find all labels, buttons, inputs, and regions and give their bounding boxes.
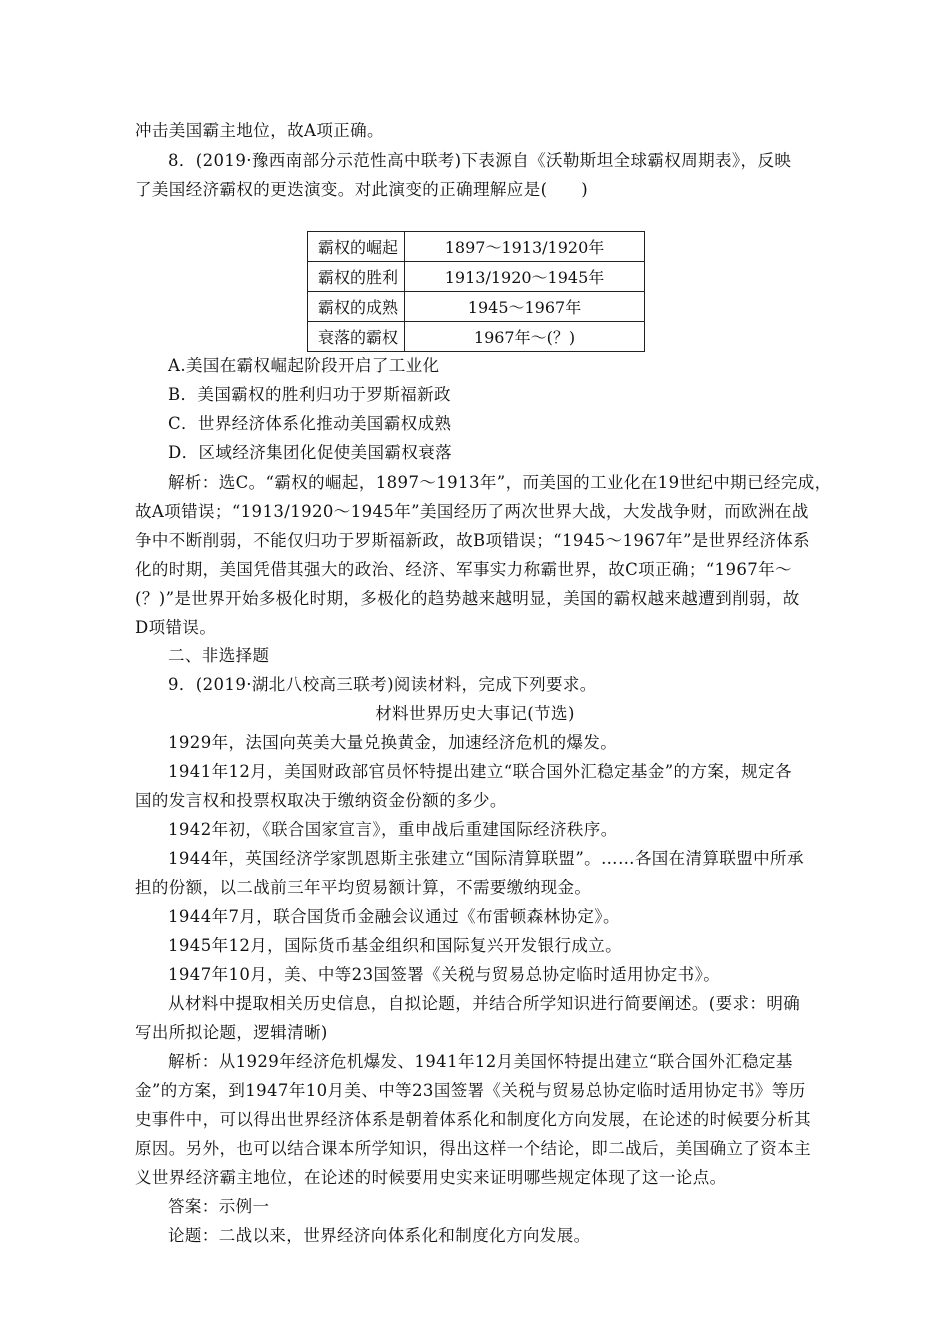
text-line: 解析：选C。“霸权的崛起，1897～1913年”，而美国的工业化在19世纪中期已经完成， bbox=[168, 473, 832, 492]
period-cell: 1945～1967年 bbox=[405, 292, 645, 322]
text-line: 1945年12月，国际货币基金组织和国际复兴开发银行成立。 bbox=[168, 936, 623, 955]
text-line: 1944年，英国经济学家凯恩斯主张建立“国际清算联盟”。……各国在清算联盟中所承 bbox=[168, 849, 804, 868]
table-row bbox=[308, 232, 645, 262]
text-line: 史事件中，可以得出世界经济体系是朝着体系化和制度化方向发展，在论述的时候要分析其 bbox=[135, 1110, 811, 1129]
text-line: 国的发言权和投票权取决于缴纳资金份额的多少。 bbox=[135, 791, 507, 810]
text-line: A.美国在霸权崛起阶段开启了工业化 bbox=[168, 356, 440, 375]
text-line: 写出所拟论题，逻辑清晰) bbox=[135, 1023, 328, 1042]
text-line: 1944年7月，联合国货币金融会议通过《布雷顿森林协定》。 bbox=[168, 907, 620, 926]
text-line: 1947年10月，美、中等23国签署《关税与贸易总协定临时适用协定书》。 bbox=[168, 965, 721, 984]
text-line: B．美国霸权的胜利归功于罗斯福新政 bbox=[168, 385, 451, 404]
text-line: (？)”是世界开始多极化时期，多极化的趋势越来越明显，美国的霸权越来越遭到削弱，故 bbox=[135, 589, 800, 608]
text-line: D项错误。 bbox=[135, 618, 217, 637]
text-line: 故A项错误；“1913/1920～1945年”美国经历了两次世界大战，大发战争财，而欧洲在战 bbox=[135, 502, 809, 521]
period-cell: 1897～1913/1920年 bbox=[405, 232, 645, 262]
text-line: 化的时期，美国凭借其强大的政治、经济、军事实力称霸世界，故C项正确；“1967年～ bbox=[135, 560, 792, 579]
text-line: 1942年初，《联合国家宣言》，重申战后重建国际经济秩序。 bbox=[168, 820, 618, 839]
phase-label-cell: 霸权的崛起 bbox=[308, 232, 405, 262]
text-line: 8．(2019·豫西南部分示范性高中联考)下表源自《沃勒斯坦全球霸权周期表》，反映 bbox=[168, 151, 792, 170]
text-line: 金”的方案，到1947年10月美、中等23国签署《关税与贸易总协定临时适用协定书》等历 bbox=[135, 1081, 806, 1100]
text-line: 材料世界历史大事记(节选) bbox=[375, 704, 575, 723]
text-line: 1929年，法国向英美大量兑换黄金，加速经济危机的爆发。 bbox=[168, 733, 618, 752]
text-line: C．世界经济体系化推动美国霸权成熟 bbox=[168, 414, 452, 433]
period-cell: 1967年～(？) bbox=[405, 322, 645, 352]
table-row bbox=[308, 322, 645, 352]
phase-label-cell: 霸权的胜利 bbox=[308, 262, 405, 292]
text-line: 二、非选择题 bbox=[168, 646, 270, 665]
table-row bbox=[308, 292, 645, 322]
period-cell: 1913/1920～1945年 bbox=[405, 262, 645, 292]
phase-label-cell: 霸权的成熟 bbox=[308, 292, 405, 322]
phase-label-cell: 衰落的霸权 bbox=[308, 322, 405, 352]
hegemony-cycle-table bbox=[307, 231, 645, 352]
text-line: 从材料中提取相关历史信息，自拟论题，并结合所学知识进行简要阐述。(要求：明确 bbox=[168, 994, 801, 1013]
text-line: 答案：示例一 bbox=[168, 1197, 270, 1216]
text-line: 义世界经济霸主地位，在论述的时候要用史实来证明哪些规定体现了这一论点。 bbox=[135, 1168, 727, 1187]
text-line: 冲击美国霸主地位，故A项正确。 bbox=[135, 121, 384, 140]
table-row bbox=[308, 262, 645, 292]
text-line: 原因。另外，也可以结合课本所学知识，得出这样一个结论，即二战后，美国确立了资本主 bbox=[135, 1139, 811, 1158]
text-line: 了美国经济霸权的更迭演变。对此演变的正确理解应是( ) bbox=[135, 180, 589, 199]
text-line: 解析：从1929年经济危机爆发、1941年12月美国怀特提出建立“联合国外汇稳定基 bbox=[168, 1052, 793, 1071]
text-line: D．区域经济集团化促使美国霸权衰落 bbox=[168, 443, 453, 462]
text-line: 论题：二战以来，世界经济向体系化和制度化方向发展。 bbox=[168, 1226, 591, 1245]
text-line: 担的份额，以二战前三年平均贸易额计算，不需要缴纳现金。 bbox=[135, 878, 592, 897]
text-line: 争中不断削弱，不能仅归功于罗斯福新政，故B项错误；“1945～1967年”是世界经济体系 bbox=[135, 531, 811, 550]
text-line: 9．(2019·湖北八校高三联考)阅读材料，完成下列要求。 bbox=[168, 675, 597, 694]
text-line: 1941年12月，美国财政部官员怀特提出建立“联合国外汇稳定基金”的方案，规定各 bbox=[168, 762, 792, 781]
